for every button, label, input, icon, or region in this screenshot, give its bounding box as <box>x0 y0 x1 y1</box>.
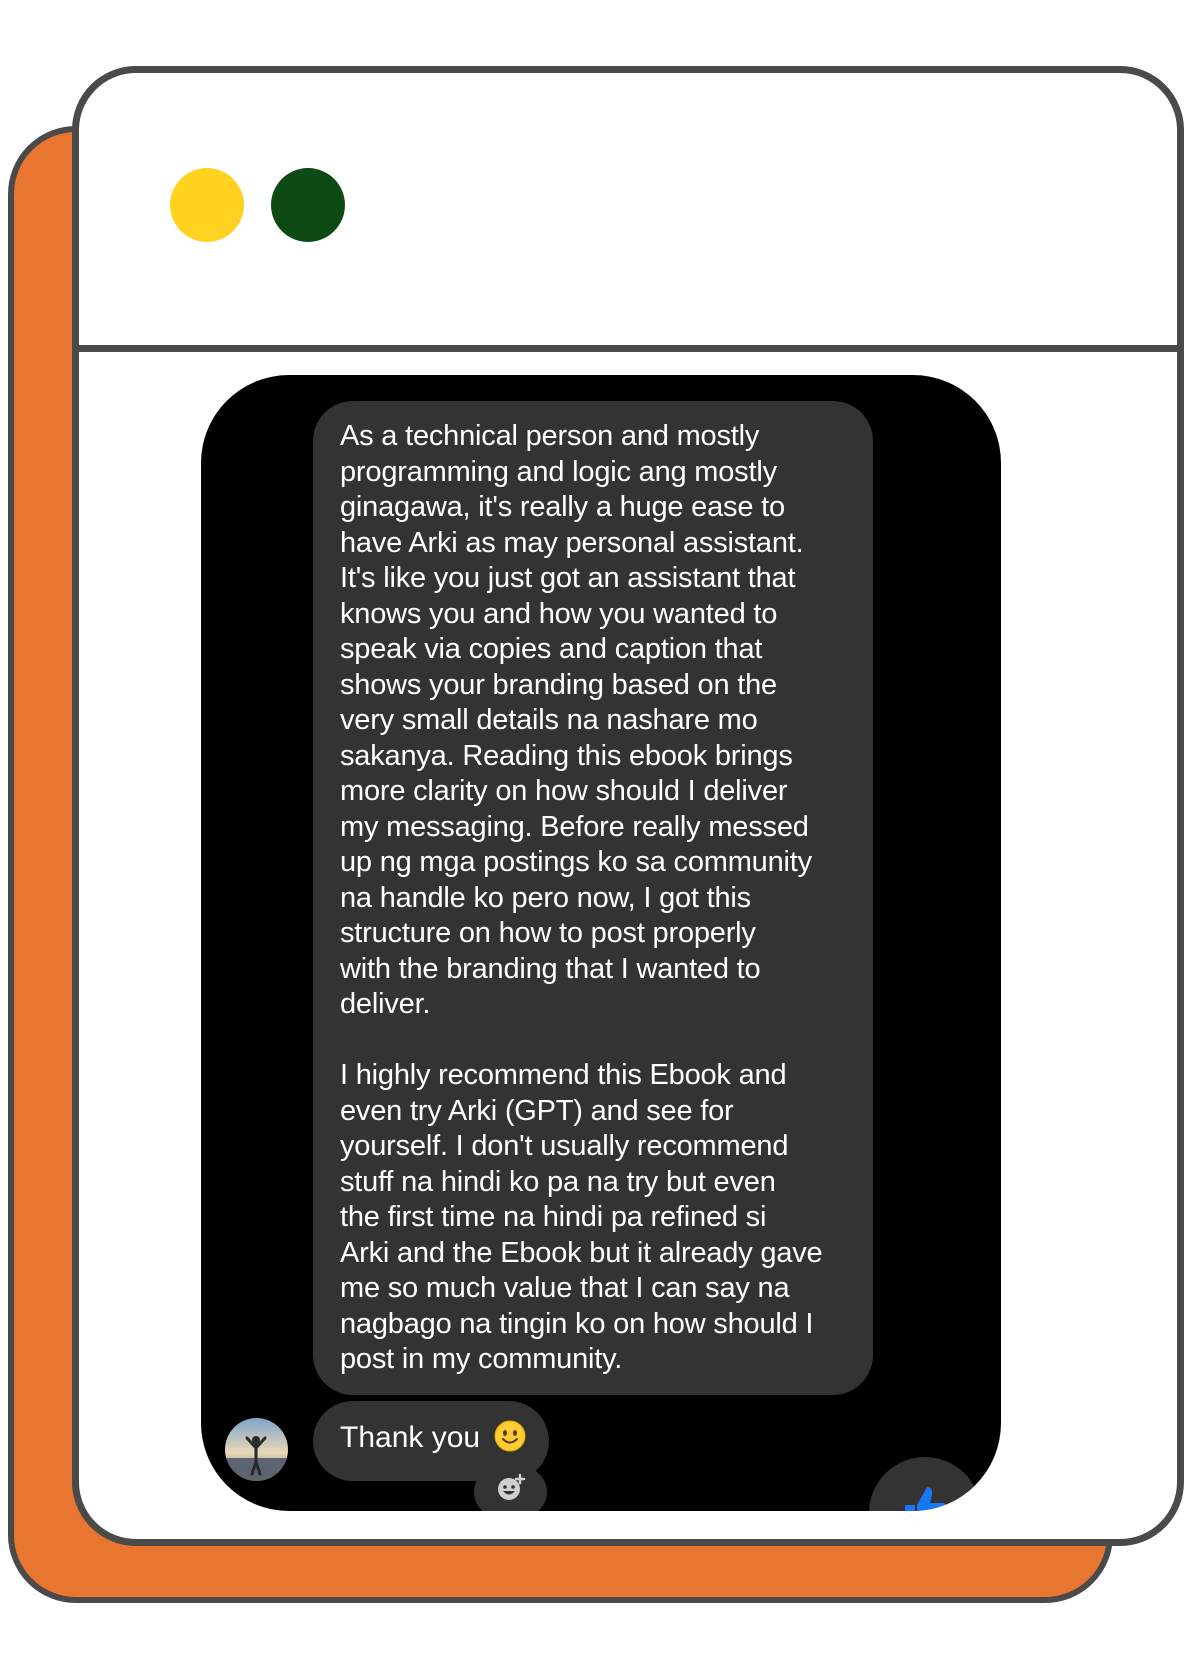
thumbs-up-icon <box>897 1479 953 1511</box>
user-avatar[interactable] <box>225 1418 288 1481</box>
message-bubble-testimonial: As a technical person and mostly programming and logic ang mostly ginagawa, it's really a huge ease to have Arki as may personal assistant. It's like you just got an assistant that knows you and how you wanted to speak via copies and caption that shows your branding based on the very small details na nashare mo sakanya. Reading this ebook brings more clarity on how should I deliver my messaging. Before really messed up ng mga postings ko sa community na handle ko pero now, I got this structure on how to post properly with the branding that I wanted to deliver. I highly recommend this Ebook and even try Arki (GPT) and see for yourself. I don't usually recommend stuff na hindi ko pa na try but even the first time na hindi pa refined si Arki and the Ebook but it already gave me so much value that I can say na nagbago na tingin ko on how should I post in my community. <box>313 401 873 1395</box>
message-thanks-text: Thank you <box>340 1421 481 1454</box>
smiling-face-icon <box>494 1420 526 1452</box>
window-control-yellow[interactable] <box>170 168 244 242</box>
window-control-green[interactable] <box>271 168 345 242</box>
add-reaction-button[interactable] <box>474 1467 547 1511</box>
like-button[interactable] <box>869 1457 981 1511</box>
add-reaction-icon <box>496 1473 526 1503</box>
chat-screenshot <box>201 375 1001 1511</box>
window-header <box>79 73 1177 352</box>
window-frame <box>72 66 1184 1546</box>
